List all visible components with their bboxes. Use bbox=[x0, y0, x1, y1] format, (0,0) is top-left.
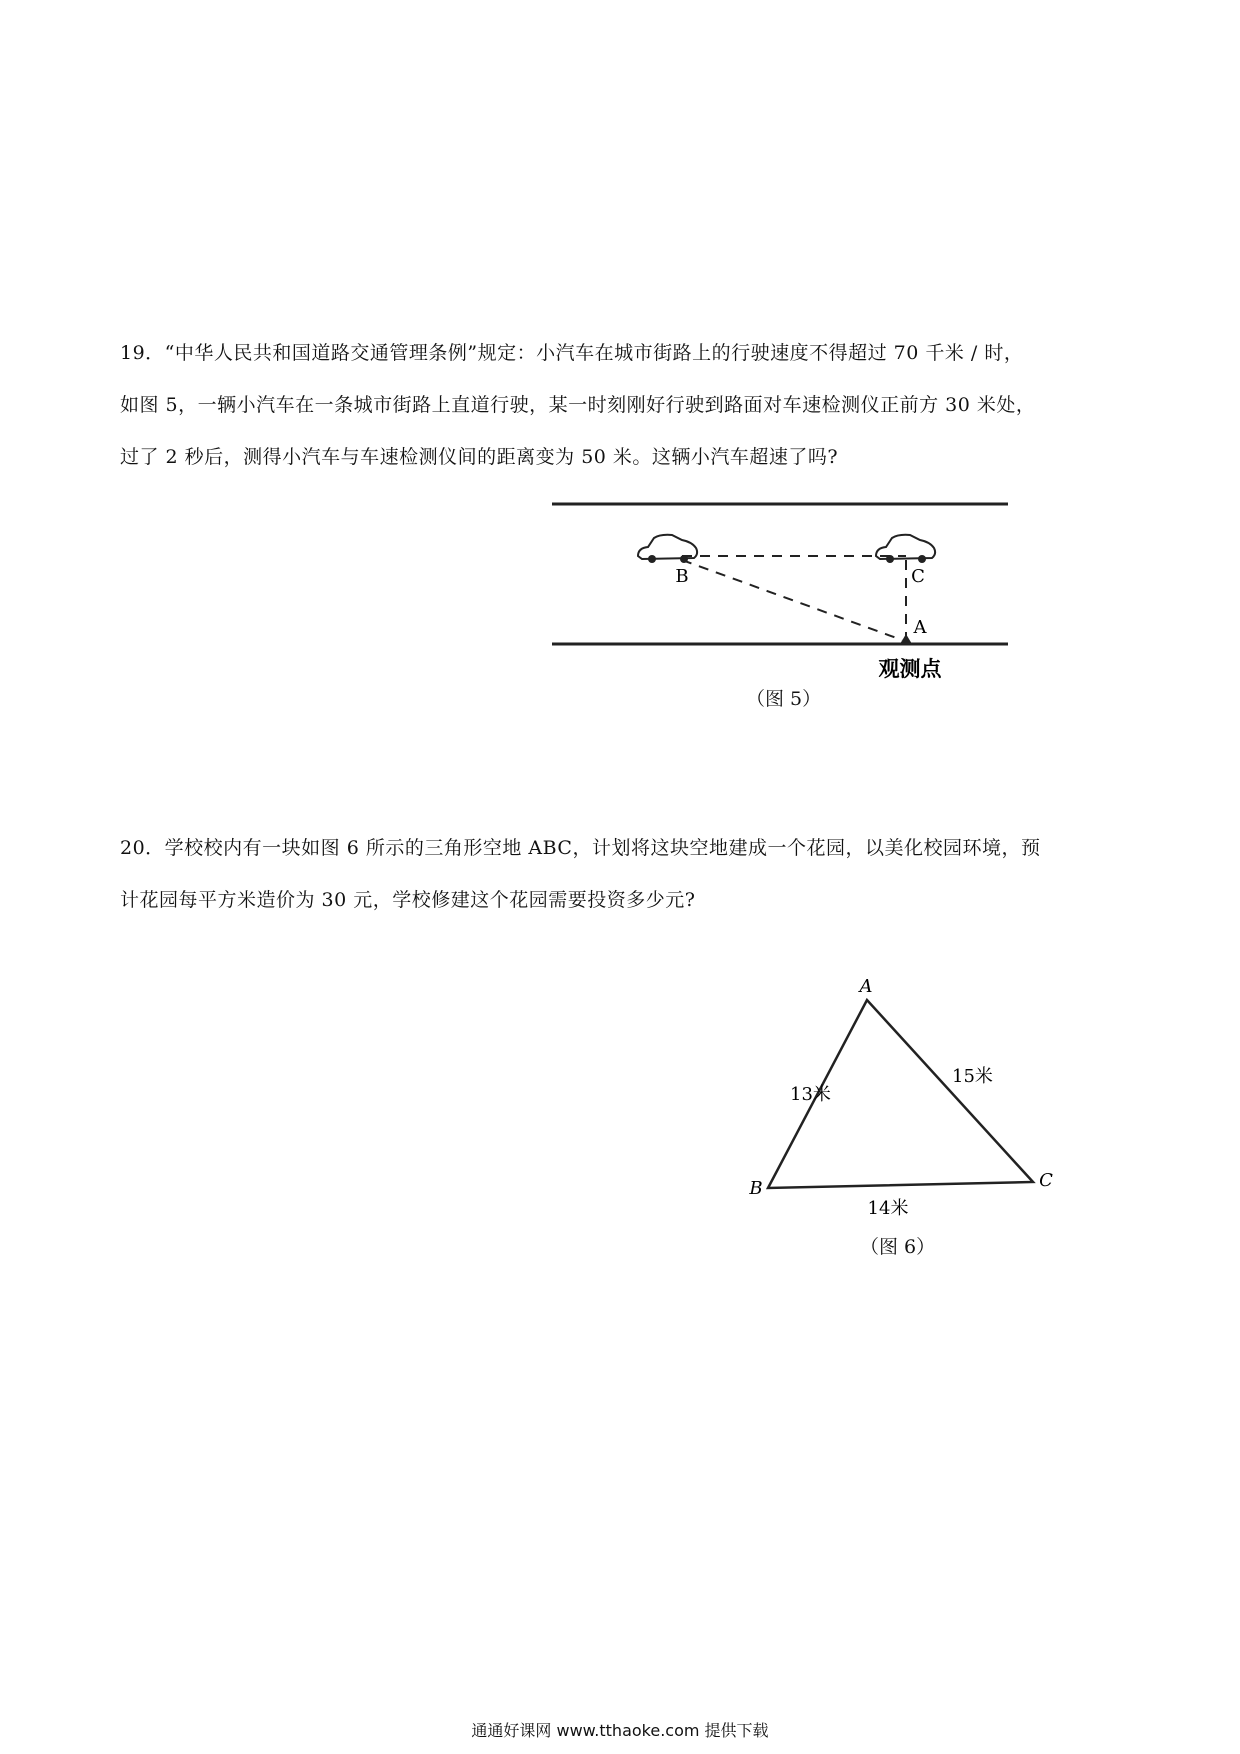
figure-6-caption: （图 6） bbox=[860, 1236, 936, 1258]
figure-5 bbox=[540, 480, 1020, 700]
q19-line-1: 19．“中华人民共和国道路交通管理条例”规定：小汽车在城市街路上的行驶速度不得超过 70 千米 / 时， bbox=[120, 342, 1024, 364]
car-c-icon bbox=[876, 535, 935, 563]
q19-line-2: 如图 5，一辆小汽车在一条城市街路上直道行驶，某一时刻刚好行驶到路面对车速检测仪正前方 30 米处， bbox=[120, 394, 1036, 416]
fig5-observe-label: 观测点 bbox=[878, 656, 942, 681]
observation-point-marker bbox=[900, 634, 912, 644]
q20-line-2: 计花园每平方米造价为 30 元，学校修建这个花园需要投资多少元? bbox=[120, 889, 696, 911]
figure-6 bbox=[740, 970, 1080, 1230]
fig5-label-b: B bbox=[675, 566, 689, 587]
fig6-label-a: A bbox=[859, 976, 873, 997]
q20-line-1: 20．学校校内有一块如图 6 所示的三角形空地 ABC，计划将这块空地建成一个花园，以美化校园环境，预 bbox=[120, 837, 1041, 859]
car-b-icon bbox=[638, 535, 697, 563]
figure-5-caption: （图 5） bbox=[746, 688, 822, 710]
fig5-label-c: C bbox=[911, 566, 925, 587]
fig6-label-b: B bbox=[749, 1178, 763, 1199]
fig6-side-ab: 13米 bbox=[790, 1084, 831, 1105]
q19-line-3: 过了 2 秒后，测得小汽车与车速检测仪间的距离变为 50 米。这辆小汽车超速了吗? bbox=[120, 446, 839, 468]
fig6-side-ac: 15米 bbox=[952, 1066, 993, 1087]
footer-credit: 通通好课网 www.tthaoke.com 提供下载 bbox=[471, 1721, 769, 1740]
fig5-label-a: A bbox=[913, 617, 927, 638]
fig6-label-c: C bbox=[1039, 1170, 1053, 1191]
segment-ba bbox=[682, 560, 902, 640]
fig6-side-bc: 14米 bbox=[867, 1198, 909, 1219]
